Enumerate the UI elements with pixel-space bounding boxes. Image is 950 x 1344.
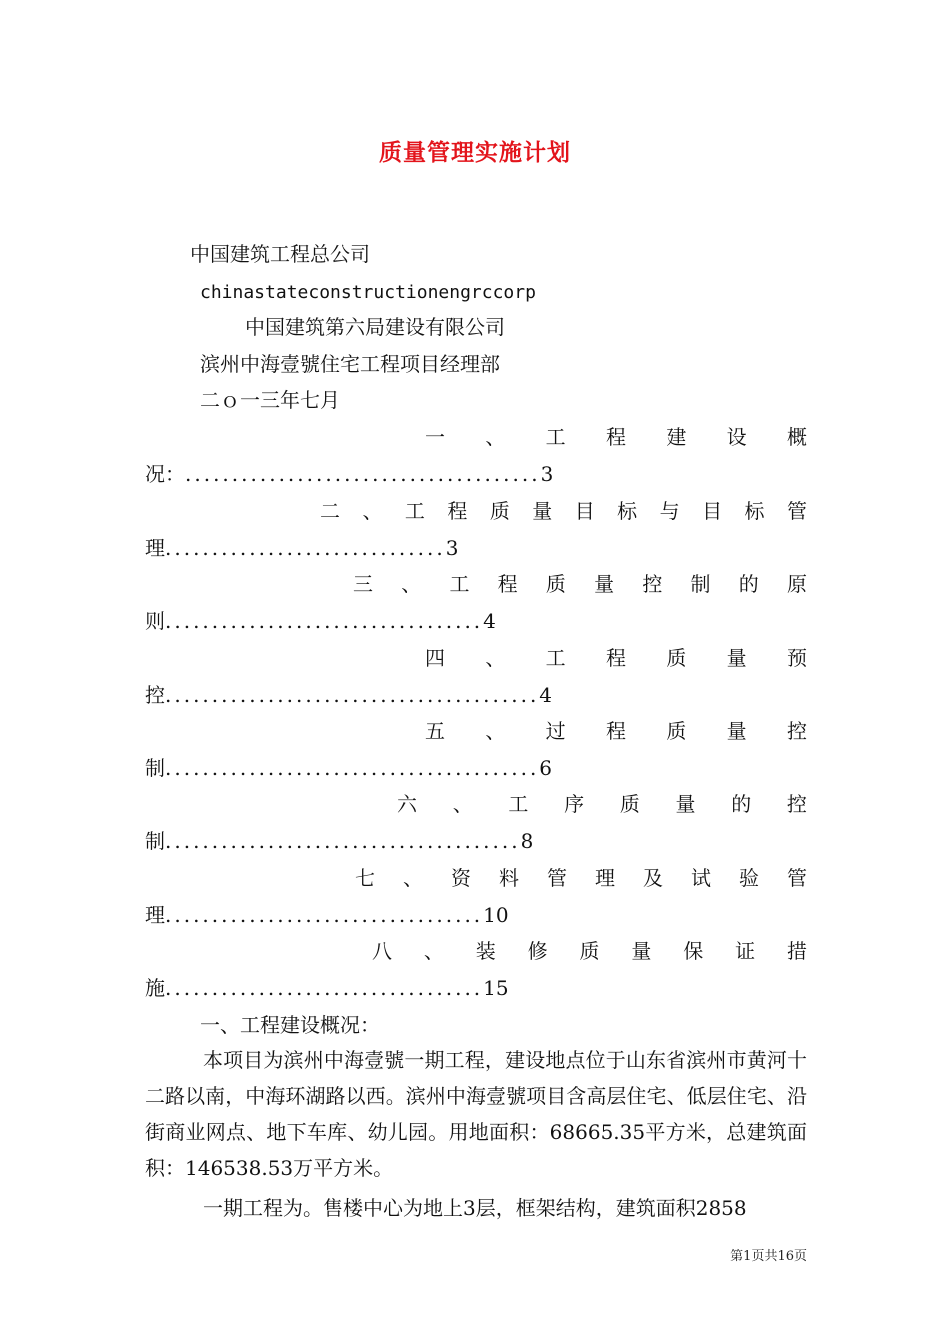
company-name-en: chinastateconstructionengrccorp: [200, 282, 536, 303]
company-name: 中国建筑工程总公司: [190, 242, 370, 266]
toc-entry-1-tail: 况：......................................3: [145, 462, 554, 486]
toc-entry-2-head: 二 、 工 程 质 量 目 标 与 目 标 管: [320, 499, 807, 523]
document-title: 质量管理实施计划: [379, 139, 571, 166]
page-footer: 第1页共16页: [730, 1249, 807, 1264]
toc-entry-4-head: 四 、 工 程 质 量 预: [425, 646, 807, 670]
toc-entry-7-tail: 理..................................10: [145, 903, 509, 927]
toc-entry-6-tail: 制......................................8: [145, 829, 534, 853]
section-1-heading: 一、工程建设概况：: [200, 1013, 380, 1037]
toc-entry-2-tail: 理..............................3: [145, 536, 459, 560]
toc-entry-4-tail: 控........................................4: [145, 683, 553, 707]
toc-entry-7-head: 七 、 资 料 管 理 及 试 验 管: [355, 866, 807, 890]
toc-entry-6-head: 六 、 工 序 质 量 的 控: [397, 792, 807, 816]
bureau-name: 中国建筑第六局建设有限公司: [245, 315, 505, 339]
paragraph-project-overview: 本项目为滨州中海壹號一期工程，建设地点位于山东省滨州市黄河十二路以南，中海环湖路以西。滨州中海壹號项目含高层住宅、低层住宅、沿街商业网点、地下车库、幼儿园。用地面积：68665.35平方米，总建筑面积：146538.53万平方米。: [145, 1048, 807, 1180]
project-department: 滨州中海壹號住宅工程项目经理部: [200, 352, 500, 376]
toc-entry-5-tail: 制........................................6: [145, 756, 553, 780]
toc-entry-3-head: 三 、 工 程 质 量 控 制 的 原: [353, 572, 807, 596]
toc-entry-3-tail: 则..................................4: [145, 609, 496, 633]
document-date: 二ｏ一三年七月: [200, 388, 340, 412]
toc-entry-8-tail: 施..................................15: [145, 976, 509, 1000]
paragraph-phase-one: 一期工程为。售楼中心为地上3层，框架结构，建筑面积2858: [203, 1196, 747, 1220]
toc-entry-5-head: 五 、 过 程 质 量 控: [425, 719, 807, 743]
toc-entry-8-head: 八 、 装 修 质 量 保 证 措: [372, 939, 807, 963]
toc-entry-1-head: 一 、 工 程 建 设 概: [425, 425, 807, 449]
